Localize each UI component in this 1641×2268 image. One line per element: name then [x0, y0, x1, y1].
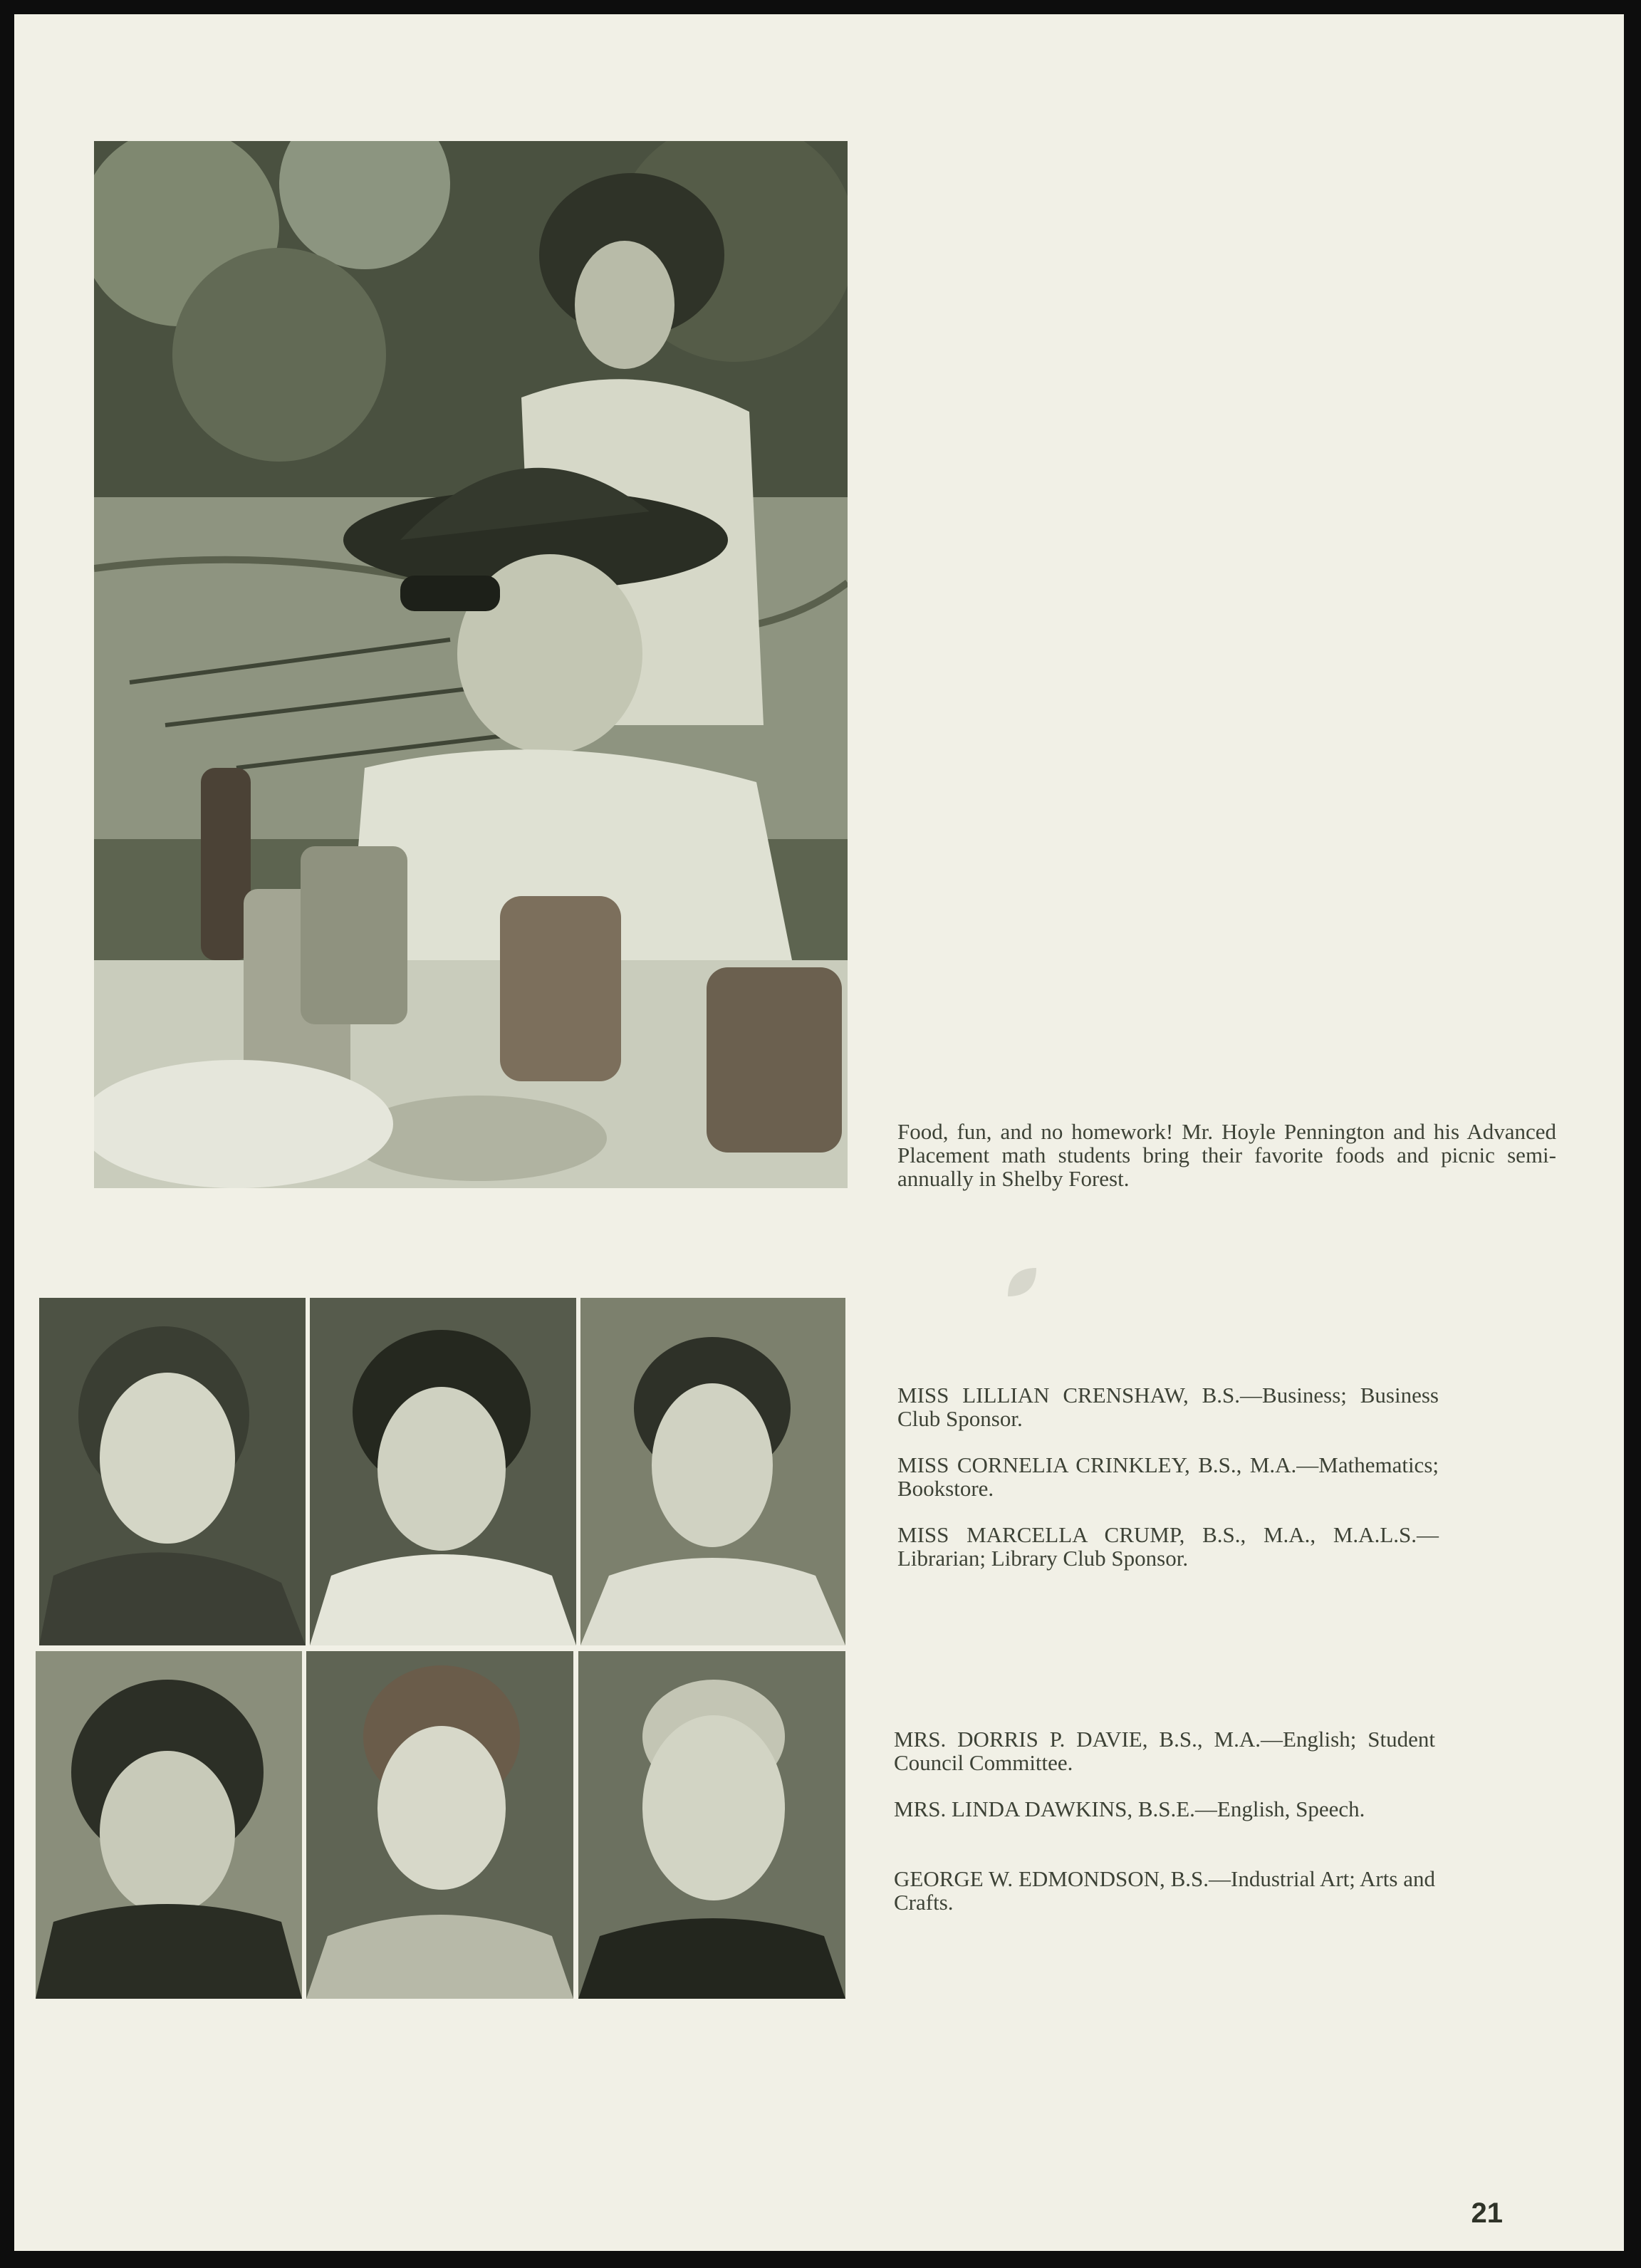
faculty-bio: [897, 1383, 1439, 1430]
faculty-bio: [897, 1453, 1439, 1500]
picnic-photo: [94, 141, 848, 1188]
faculty-bio-text: MISS LILLIAN CRENSHAW, B.S.—Business; Business Club Sponsor.: [897, 1383, 1439, 1431]
faculty-bio-text: MRS. LINDA DAWKINS, B.S.E.—English, Speech.: [894, 1796, 1365, 1821]
faculty-bio: [894, 1797, 1435, 1821]
faculty-bio-text: MRS. DORRIS P. DAVIE, B.S., M.A.—English; Student Council Committee.: [894, 1727, 1435, 1775]
faculty-bio: [894, 1867, 1435, 1914]
portrait-dawkins: [306, 1651, 573, 1999]
faculty-bio-text: MISS MARCELLA CRUMP, B.S., M.A., M.A.L.S.—Librarian; Library Club Sponsor.: [897, 1522, 1439, 1571]
picnic-caption: Food, fun, and no homework! Mr. Hoyle Pennington and his Advanced Placement math students bring their favorite foods and picnic semi-annually in Shelby Forest.: [897, 1119, 1556, 1191]
page-number: 21: [1471, 2197, 1503, 2229]
faculty-bio: [894, 1727, 1435, 1774]
faculty-bio-text: GEORGE W. EDMONDSON, B.S.—Industrial Art; Arts and Crafts.: [894, 1866, 1435, 1915]
yearbook-page: [14, 14, 1624, 2251]
leaf-mark-icon: [1001, 1261, 1043, 1304]
faculty-bio: [897, 1523, 1439, 1570]
portrait-edmondson: [578, 1651, 845, 1999]
portrait-crenshaw: [39, 1298, 306, 1645]
portrait-crump: [580, 1298, 845, 1645]
faculty-bio-text: MISS CORNELIA CRINKLEY, B.S., M.A.—Mathematics; Bookstore.: [897, 1452, 1439, 1501]
portrait-crinkley: [310, 1298, 576, 1645]
portrait-davie: [36, 1651, 302, 1999]
